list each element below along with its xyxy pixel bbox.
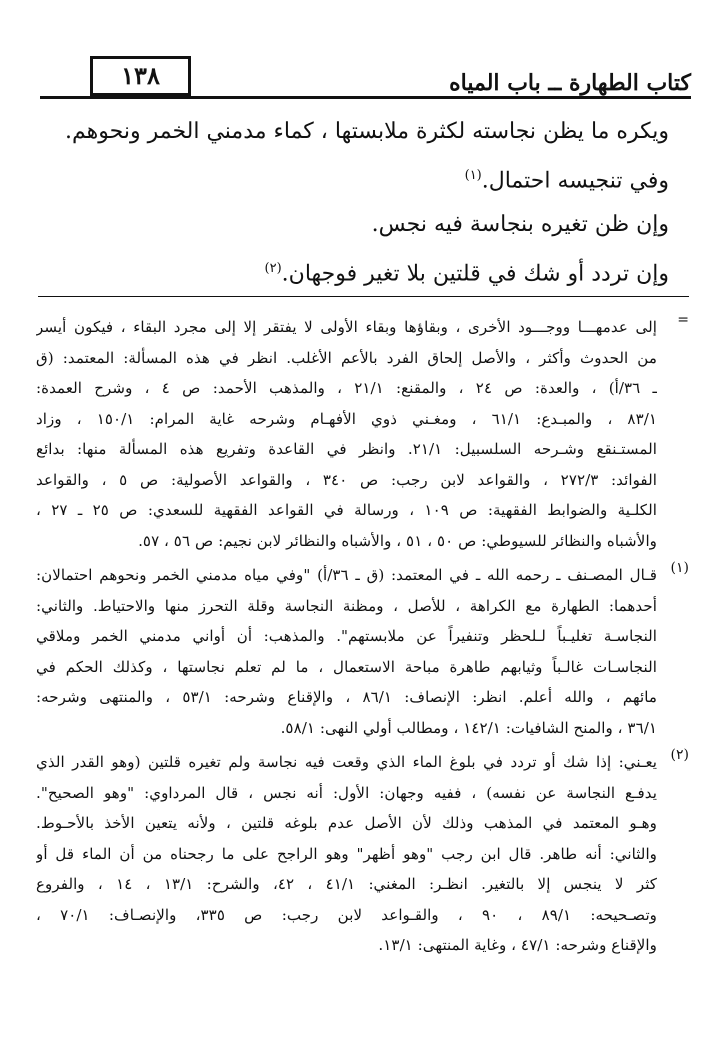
footnote-1 (36, 560, 691, 743)
footnotes (36, 312, 691, 965)
footnote-divider (38, 296, 689, 297)
footnote-line: أحدهما: الطهارة مع الكراهة ، للأصل ، ومظنة النجاسة وقلة التحرز منها والاحتياط. والثاني: (36, 596, 657, 615)
footnote-line: المستـنقع وشـرحه السلسبيل: ٢١/١. وانظر في القاعدة وتفريع هذه المسألة منها: بدائع (36, 440, 657, 458)
page-number: ١٣٨ (90, 56, 191, 96)
footnote-line: النجاسـة تغليـباً لـلحظر وتنفيراً عن ملابستهم". والمذهب: أن أواني مدمني الخمر وملاقي (36, 627, 657, 645)
page-header (40, 56, 691, 100)
footnote-line: والأشباه والنظائر للسيوطي: ص ٥٠ ، ٥١ ، والأشباه والنظائر لابن نجيم: ص ٥٦ ، ٥٧. (138, 531, 657, 550)
footnote-line: من الحدوث وأكثر ، والأصل إلحاق الفرد بالأعم الأغلب. انظر في هذه المسألة: المعتمد: (ق (36, 348, 657, 367)
footnote-ref: (٢) (264, 261, 282, 277)
footnote-line: وهـو المعتمد في المذهب وذلك لأن الأصل عدم بلوغه قلتين ، ولأنه يتعين الأخذ بالأحـوط. (36, 814, 657, 832)
main-line: وإن تردد أو شك في قلتين بلا تغير فوجهان.$^{(٢)}$ (264, 261, 669, 287)
main-line: ويكره ما يظن نجاسته لكثرة ملابستها ، كماء مدمني الخمر ونحوهم. (65, 119, 669, 144)
footnote-line: النجاسـات غالـباً وثيابهم طاهرة مباحة الاستعمال ، ما لم تعلم نجاستها ، وكذلك الحكم في (36, 657, 657, 676)
footnote-line: ٨٣/١ ، والمبـدع: ٦١/١ ، ومغـني ذوي الأفهـام وشرحه غاية المرام: ١٥٠/١ ، وزاد (36, 409, 657, 428)
footnote-line: مائهم ، والله أعلم. انظر: الإنصاف: ٨٦/١ ، والإقناع وشرحه: ٥٣/١ ، والمنتهى وشرحه: (36, 688, 657, 706)
footnote-2 (36, 747, 691, 961)
main-line: وإن ظن تغيره بنجاسة فيه نجس. (371, 212, 669, 238)
footnote-line: ـ ٣٦/أ) ، والعدة: ص ٢٤ ، والمقنع: ٢١/١ ، والمذهب الأحمد: ص ٤ ، وشرح العمدة: (36, 379, 657, 397)
footnote-marker: = (677, 312, 689, 328)
footnote-line: إلى عدمهـــا ووجـــود الأخرى ، وبقاؤها وبقاء الأولى لا يفتقر إلا إلى مجرد البقاء ، فيكون أيسر (36, 318, 657, 336)
footnote-line: وتصـحيحه: ٨٩/١ ، ٩٠ ، والقـواعد لابن رجب: ص ٣٣٥، والإنصـاف: ٧٠/١ ، (36, 905, 657, 924)
footnote-continued (36, 312, 691, 556)
footnote-ref: (١) (464, 168, 482, 183)
footnote-line: والثاني: أنه طاهر. قال ابن رجب "وهو أظهر" وهو الراجح على ما رجحناه من أن الماء قل أو (36, 844, 657, 863)
footnote-marker: (١) (670, 560, 689, 576)
footnote-line: ٣٦/١ ، والمنح الشافيات: ١٤٢/١ ، ومطالب أولي النهى: ٥٨/١. (280, 718, 657, 737)
main-line: وفي تنجيسه احتمال.$^{(١)}$ (464, 168, 669, 194)
footnote-line: كثر لا ينجس إلا بالتغير. انظـر: المغني: ٤١/١ ، ٤٢، والشرح: ١٣/١ ، ١٤ ، والفروع (36, 875, 657, 893)
footnote-line: يدفـع النجاسة عن نفسه) ، ففيه وجهان: الأول: أنه نجس ، قال المرداوي: "وهو الصحيح". (36, 783, 657, 802)
running-title: كتاب الطهارة ــ باب المياه (449, 70, 691, 96)
footnote-line: قـال المصـنف ـ رحمه الله ـ في المعتمد: (ق ـ ٣٦/أ) "وفي مياه مدمني الخمر ونحوهم احتمالان: (36, 566, 657, 584)
footnote-line: والإقناع وشرحه: ٤٧/١ ، وغاية المنتهى: ١٣/١. (378, 936, 657, 954)
main-text (40, 110, 669, 297)
footnote-marker: (٢) (670, 747, 689, 763)
footnote-line: يعـني: إذا شك أو تردد في بلوغ الماء الذي وقعت فيه نجاسة ولم تغيره قلتين (وهو القدر الذي (36, 753, 657, 771)
header-rule (40, 96, 691, 99)
footnote-line: الكلـية والضوابط الفقهية: ص ١٠٩ ، ورسالة في القواعد الفقهية للسعدي: ص ٢٥ ـ ٢٧ ، (36, 501, 657, 519)
footnote-line: الفوائد: ٢٧٢/٣ ، والقواعد لابن رجب: ص ٣٤٠ ، والقواعد الأصولية: ص ٥ ، والقواعد (36, 470, 657, 489)
